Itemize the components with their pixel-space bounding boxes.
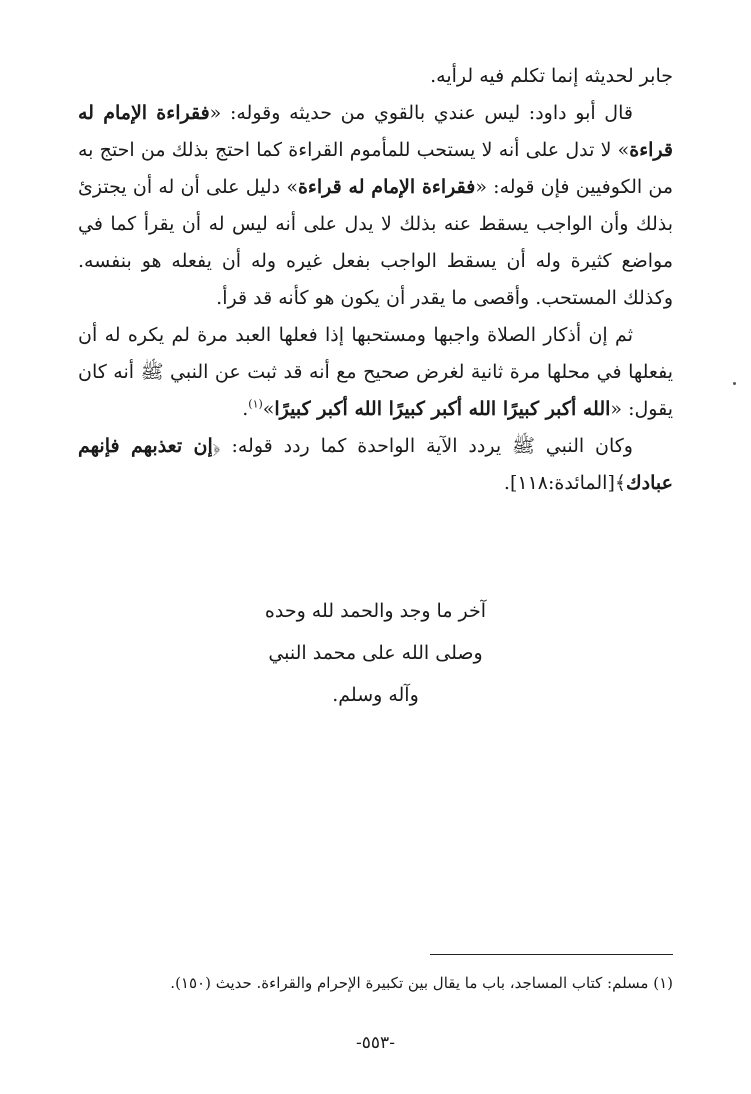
footnote-reference[interactable]: (١)	[248, 397, 263, 411]
quoted-hadith-2: فقراءة الإمام له قراءة	[297, 176, 476, 198]
closing-line-3: وآله وسلم.	[332, 684, 419, 706]
paragraph-1: جابر لحديثه إنما تكلم فيه لرأيه.	[430, 65, 673, 87]
margin-dot	[733, 382, 736, 385]
main-text	[78, 58, 673, 502]
quoted-hadith-1: فقراءة الإمام له قراءة	[78, 102, 673, 161]
paragraph-4: وكان النبي ﷺ يردد الآية الواحدة كما ردد قوله: ﴿إن تعذبهم فإنهم عبادك﴾[المائدة:١١٨].	[78, 435, 673, 494]
footnote-divider	[430, 954, 673, 955]
quran-verse: إن تعذبهم فإنهم عبادك	[78, 435, 673, 494]
page-number: -٥٥٣-	[356, 1033, 395, 1053]
closing-colophon	[0, 590, 751, 716]
paragraph-3: ثم إن أذكار الصلاة واجبها ومستحبها إذا فعلها العبد مرة لم يكره له أن يفعلها في محلها مرة ثانية لغرض صحيح مع أنه قد ثبت عن النبي ﷺ أنه كان يقول: «الله أكبر كبيرًا الله أكبر كبيرًا الله أكبر كبيرًا»$^{(١)}$.	[78, 324, 673, 420]
paragraph-2: قال أبو داود: ليس عندي بالقوي من حديثه وقوله: «فقراءة الإمام له قراءة» لا تدل على أنه لا يستحب للمأموم القراءة كما احتج بذلك من احتج به من الكوفيين فإن قوله: «فقراءة الإمام له قراءة» دليل على أن له أن يجتزئ بذلك وأن الواجب يسقط عنه بذلك لا يدل على أنه ليس له أن يقرأ كما في مواضع كثيرة وله أن يسقط الواجب بفعل غيره وله أن يفعله هو بنفسه. وكذلك المستحب. وأقصى ما يقدر أن يكون هو كأنه قد قرأ.	[78, 102, 674, 309]
closing-line-2: وصلى الله على محمد النبي	[268, 642, 483, 664]
footnote: (١) مسلم: كتاب المساجد، باب ما يقال بين تكبيرة الإحرام والقراءة. حديث (١٥٠).	[170, 974, 673, 992]
takbir-quote: الله أكبر كبيرًا الله أكبر كبيرًا الله أكبر كبيرًا	[274, 398, 611, 420]
closing-line-1: آخر ما وجد والحمد لله وحده	[264, 600, 487, 622]
